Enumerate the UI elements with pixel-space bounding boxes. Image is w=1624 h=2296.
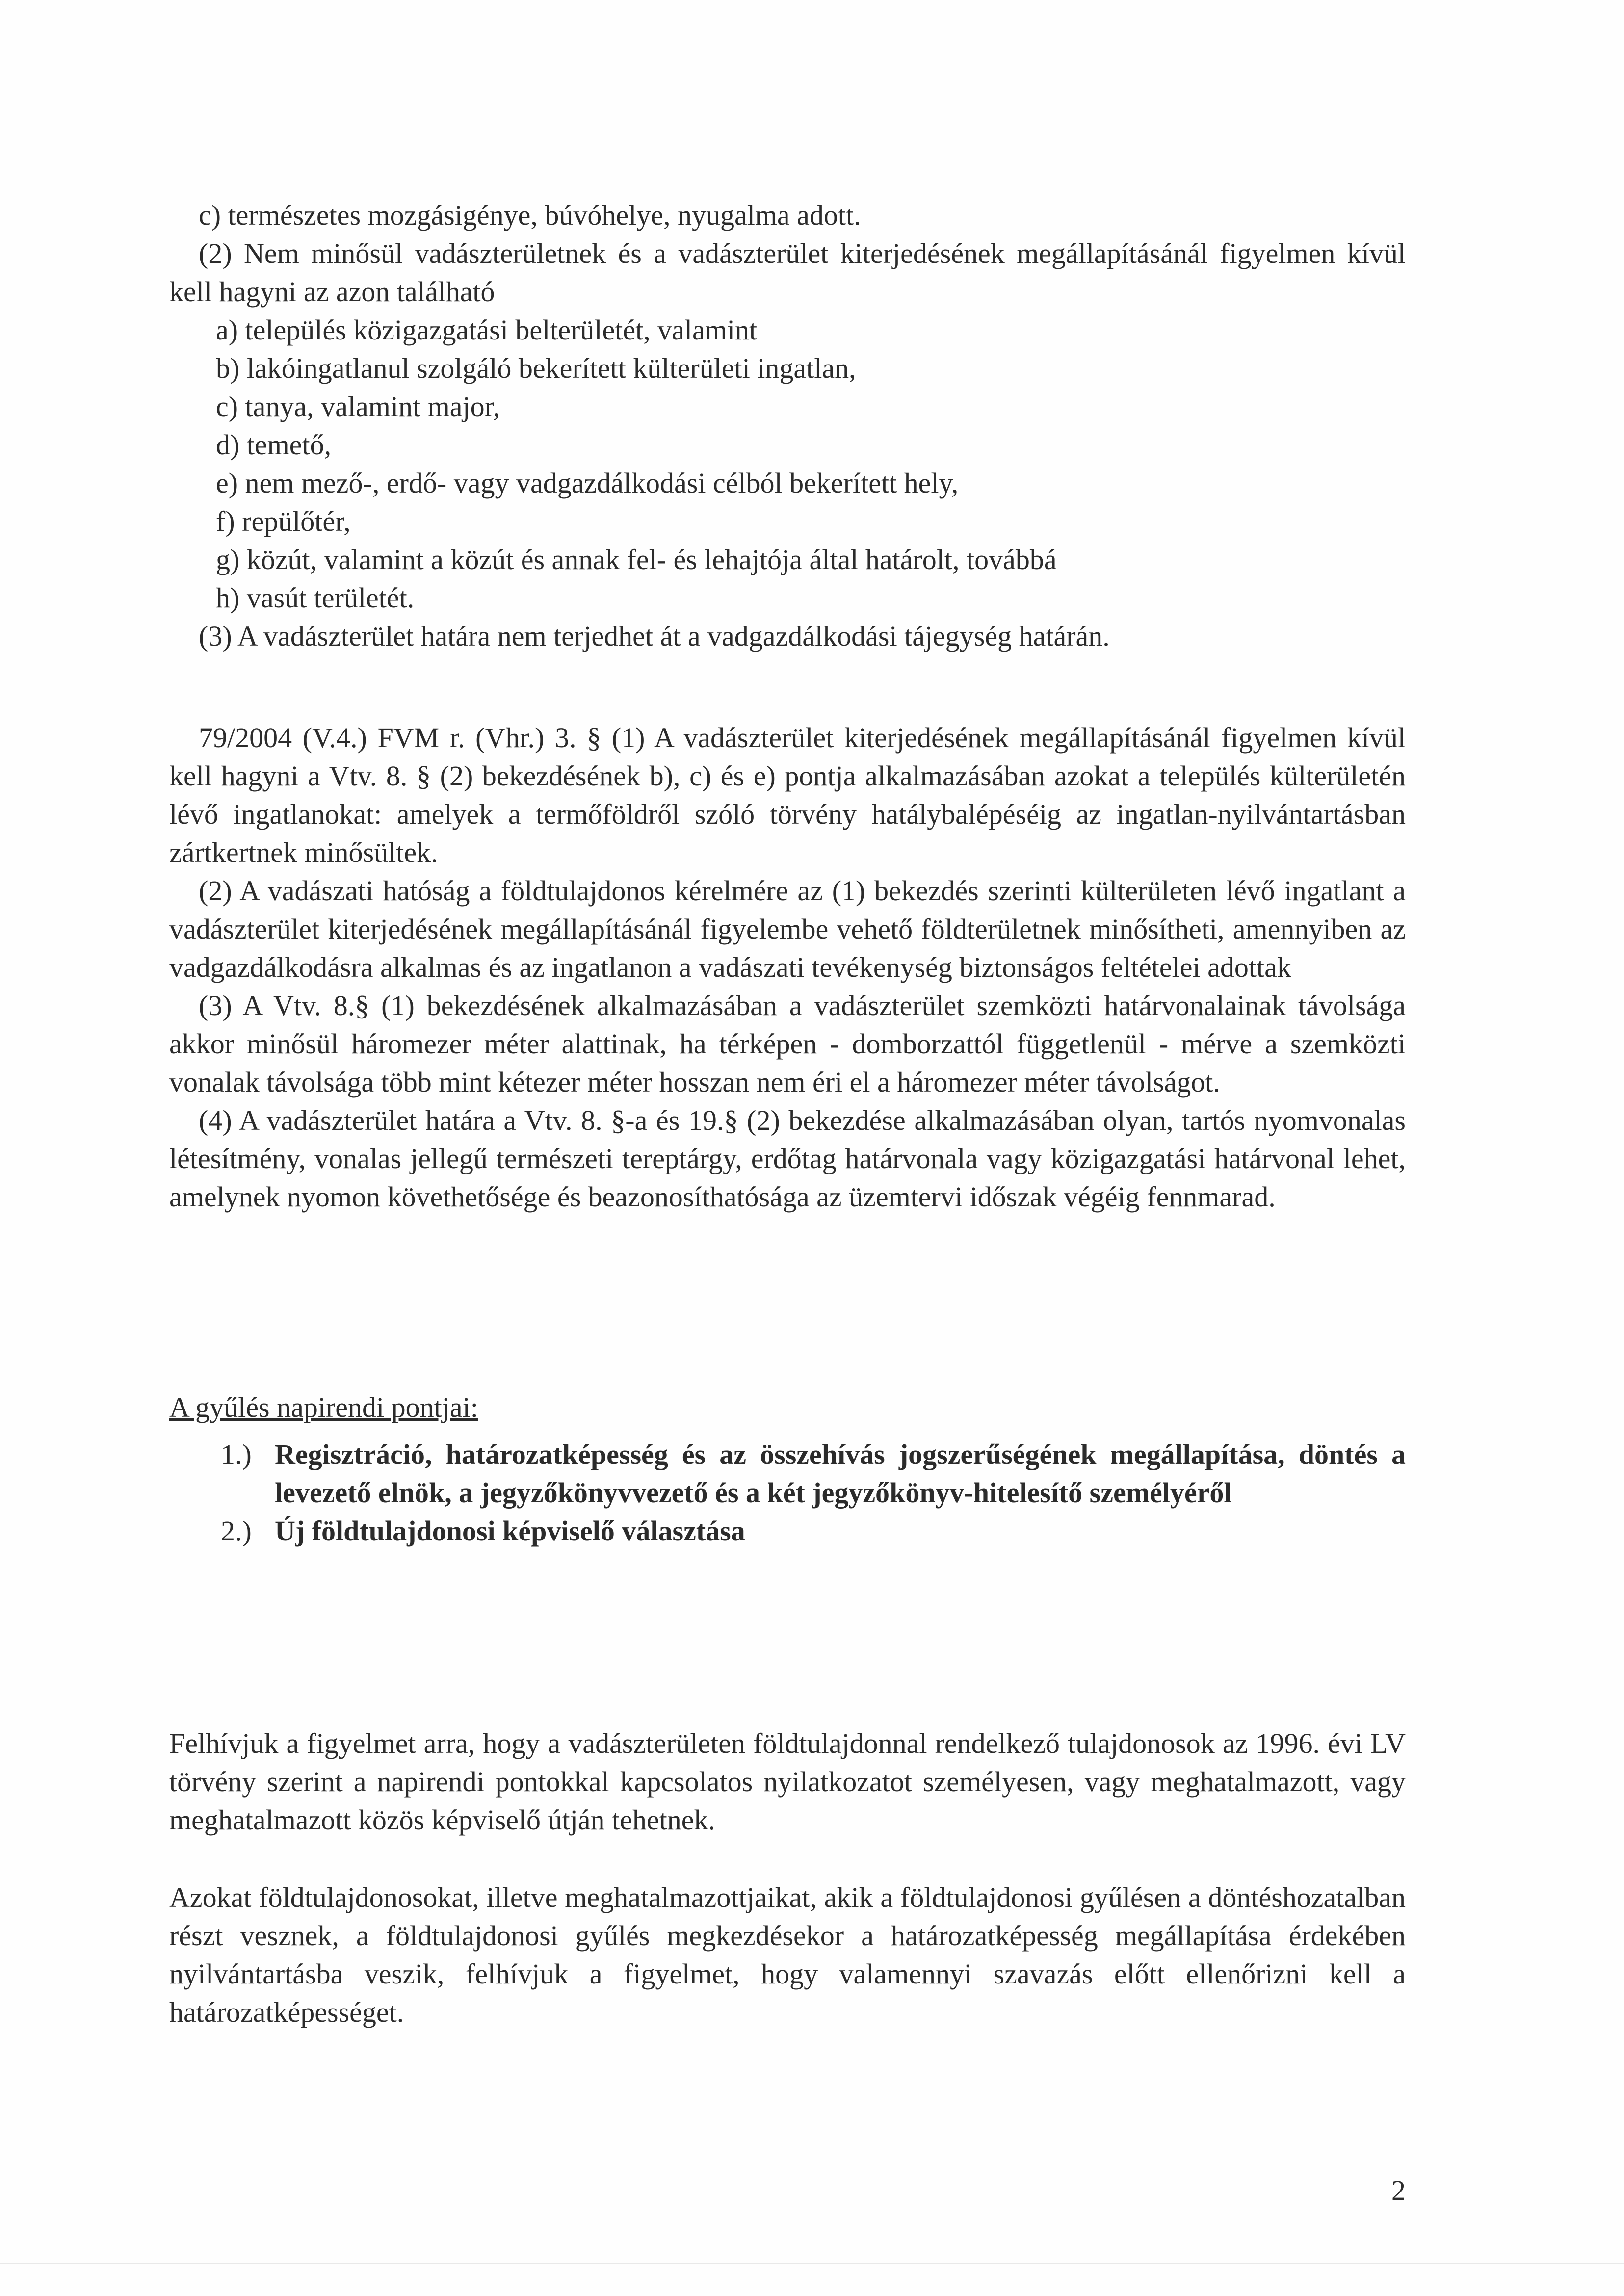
paragraph-2: (2) Nem minősül vadászterületnek és a vadászterület kiterjedésének megállapításánál figyelmen kívül kell hagyni az azon található (169, 237, 1406, 308)
vhr-paragraph-4: (4) A vadászterület határa a Vtv. 8. §-a és 19.§ (2) bekezdése alkalmazásában olyan, tartós nyomvonalas létesítmény, vonalas jellegű természeti tereptárgy, erdőtag határvonala vagy közigazgatási határvonal lehet, amelynek nyomon követhetősége és beazonosíthatósága az üzemtervi időszak végéig fennmarad. (169, 1104, 1406, 1213)
agenda-item-text: Új földtulajdonosi képviselő választása (275, 1515, 745, 1547)
agenda-section (169, 1388, 1406, 1550)
item-c-line: c) természetes mozgásigénye, búvóhelye, nyugalma adott. (199, 199, 861, 231)
list-item-a: a) település közigazgatási belterületét, valamint (216, 314, 758, 346)
agenda-item-number: 2.) (221, 1515, 252, 1547)
list-item-h: h) vasút területét. (216, 582, 415, 614)
list-item-f: f) repülőtér, (216, 505, 351, 537)
vhr-paragraph-1: 79/2004 (V.4.) FVM r. (Vhr.) 3. § (1) A vadászterület kiterjedésének megállapításánál figyelmen kívül kell hagyni a Vtv. 8. § (2) bekezdésének b), c) és e) pontja alkalmazásában azokat a település külterületén lévő ingatlanokat: amelyek a termőföldről szóló törvény hatálybalépéséig az ingatlan-nyilvántartásban zártkertnek minősültek. (169, 722, 1406, 868)
agenda-list (169, 1435, 1406, 1550)
notice-paragraph-1: Felhívjuk a figyelmet arra, hogy a vadászterületen földtulajdonnal rendelkező tulajdonosok az 1996. évi LV törvény szerint a napirendi pontokkal kapcsolatos nyilatkozatot személyesen, vagy meghatalmazott, vagy meghatalmazott közös képviselő útján tehetnek. (169, 1727, 1406, 1836)
notice-section (169, 1724, 1406, 2032)
list-item-d: d) temető, (216, 429, 332, 461)
vhr-paragraph-2: (2) A vadászati hatóság a földtulajdonos kérelmére az (1) bekezdés szerinti külterületen lévő ingatlant a vadászterület kiterjedésének megállapításánál figyelembe vehető földterületnek minősítheti, amennyiben az vadgazdálkodásra alkalmas és az ingatlanon a vadászati tevékenység biztonságos feltételei adottak (169, 875, 1406, 983)
paragraph-3: (3) A vadászterület határa nem terjedhet át a vadgazdálkodási tájegység határán. (199, 620, 1110, 652)
section-vhr-3 (169, 719, 1406, 1216)
vhr-paragraph-3: (3) A Vtv. 8.§ (1) bekezdésének alkalmazásában a vadászterület szemközti határvonalainak távolsága akkor minősül háromezer méter alattinak, ha térképen - domborzattól függetlenül - mérve a szemközti vonalak távolsága több mint kétezer méter hosszan nem éri el a háromezer méter távolságot. (169, 990, 1406, 1098)
list-item-g: g) közút, valamint a közút és annak fel- és lehajtója által határolt, továbbá (216, 544, 1057, 575)
agenda-item-1 (169, 1435, 1406, 1512)
scan-edge-line (0, 2263, 1624, 2264)
list-item-c: c) tanya, valamint major, (216, 391, 500, 422)
agenda-item-2 (169, 1512, 1406, 1550)
notice-paragraph-2: Azokat földtulajdonosokat, illetve meghatalmazottjaikat, akik a földtulajdonosi gyűlésen a döntéshozatalban részt vesznek, a földtulajdonosi gyűlés megkezdésekor a határozatképesség megállapítása érdekében nyilvántartásba veszik, felhívjuk a figyelmet, hogy valamennyi szavazás előtt ellenőrizni kell a határozatképességet. (169, 1881, 1406, 2028)
list-item-b: b) lakóingatlanul szolgáló bekerített külterületi ingatlan, (216, 352, 856, 384)
section-vtv-8 (169, 196, 1406, 655)
agenda-item-number: 1.) (221, 1438, 252, 1470)
list-item-e: e) nem mező-, erdő- vagy vadgazdálkodási célból bekerített hely, (216, 467, 959, 499)
agenda-title: A gyűlés napirendi pontjai: (169, 1391, 478, 1423)
page-number: 2 (1391, 2174, 1406, 2206)
agenda-item-text: Regisztráció, határozatképesség és az összehívás jogszerűségének megállapítása, döntés a levezető elnök, a jegyzőkönyvvezető és a két jegyzőkönyv-hitelesítő személyéről (275, 1438, 1406, 1509)
